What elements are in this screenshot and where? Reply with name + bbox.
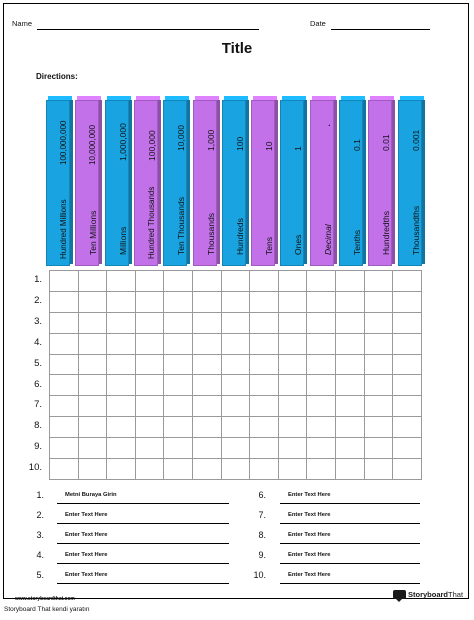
place-value-column xyxy=(280,96,304,266)
column-side xyxy=(187,100,190,264)
column-side xyxy=(217,100,220,264)
answer-field[interactable]: Enter Text Here xyxy=(57,571,229,584)
grid-cell[interactable] xyxy=(335,312,364,333)
grid-cell[interactable] xyxy=(135,375,164,396)
column-face xyxy=(251,100,275,266)
grid-cell[interactable] xyxy=(107,354,136,375)
grid-cell[interactable] xyxy=(164,271,193,292)
answer-number: 3. xyxy=(36,530,44,540)
answer-number: 5. xyxy=(36,570,44,580)
grid-cell[interactable] xyxy=(221,271,250,292)
grid-cell[interactable] xyxy=(364,271,393,292)
page-title[interactable]: Title xyxy=(221,40,253,57)
place-value-column xyxy=(339,96,363,266)
answer-field[interactable]: Enter Text Here xyxy=(280,531,420,544)
column-label: Thousandths xyxy=(410,205,421,255)
storyboardthat-logo xyxy=(393,588,467,600)
column-side xyxy=(363,100,366,264)
grid-cell[interactable] xyxy=(164,396,193,417)
column-face xyxy=(105,100,129,266)
answer-field[interactable]: Enter Text Here xyxy=(280,491,420,504)
date-label: Date xyxy=(310,19,326,28)
grid-cell[interactable] xyxy=(192,417,221,438)
grid-cell[interactable] xyxy=(393,375,422,396)
grid-cell[interactable] xyxy=(50,459,79,480)
grid-row xyxy=(50,396,422,417)
grid-cell[interactable] xyxy=(192,375,221,396)
grid-cell[interactable] xyxy=(278,438,307,459)
grid-row-number: 1. xyxy=(34,274,42,285)
grid-cell[interactable] xyxy=(164,312,193,333)
grid-cell[interactable] xyxy=(393,438,422,459)
column-value: 1,000,000 xyxy=(117,123,128,161)
column-side xyxy=(304,100,307,264)
grid-cell[interactable] xyxy=(278,333,307,354)
answer-number: 8. xyxy=(258,530,266,540)
grid-cell[interactable] xyxy=(135,312,164,333)
grid-cell[interactable] xyxy=(250,291,279,312)
column-face xyxy=(193,100,217,266)
grid-cell[interactable] xyxy=(192,438,221,459)
grid-cell[interactable] xyxy=(50,438,79,459)
column-side xyxy=(334,100,337,264)
grid-cell[interactable] xyxy=(107,291,136,312)
place-value-column xyxy=(46,96,70,266)
grid-cell[interactable] xyxy=(335,417,364,438)
column-label: Ten Thousands xyxy=(176,197,187,255)
grid-cell[interactable] xyxy=(335,354,364,375)
grid-cell[interactable] xyxy=(78,459,107,480)
grid-cell[interactable] xyxy=(107,459,136,480)
grid-cell[interactable] xyxy=(78,333,107,354)
grid-row-number: 6. xyxy=(34,378,42,390)
column-label: Decimal xyxy=(322,224,333,255)
grid-row-number: 8. xyxy=(34,420,42,432)
directions-label: Directions: xyxy=(36,72,78,81)
grid-cell[interactable] xyxy=(364,459,393,480)
grid-cell[interactable] xyxy=(250,312,279,333)
column-label: Millions xyxy=(117,226,128,255)
column-label: Hundredths xyxy=(381,211,392,255)
column-face xyxy=(280,100,304,266)
grid-row-number: 9. xyxy=(34,441,42,453)
grid-cell[interactable] xyxy=(135,459,164,480)
grid-cell[interactable] xyxy=(78,271,107,292)
grid-row xyxy=(50,271,422,292)
column-label: Hundred Millions xyxy=(59,199,68,259)
grid-cell[interactable] xyxy=(135,438,164,459)
grid-cell[interactable] xyxy=(307,333,336,354)
grid-row-number: 3. xyxy=(34,315,42,327)
grid-cell[interactable] xyxy=(107,271,136,292)
grid-cell[interactable] xyxy=(393,312,422,333)
grid-cell[interactable] xyxy=(393,333,422,354)
grid-cell[interactable] xyxy=(50,417,79,438)
grid-cell[interactable] xyxy=(307,417,336,438)
grid-cell[interactable] xyxy=(221,417,250,438)
grid-cell[interactable] xyxy=(192,396,221,417)
place-value-column xyxy=(368,96,392,266)
column-side xyxy=(129,100,132,264)
grid-cell[interactable] xyxy=(335,271,364,292)
column-label: Hundreds xyxy=(234,218,245,255)
grid-cell[interactable] xyxy=(307,396,336,417)
grid-cell[interactable] xyxy=(192,312,221,333)
grid-cell[interactable] xyxy=(393,354,422,375)
grid-row-number: 7. xyxy=(34,399,42,411)
footer-text[interactable]: Storyboard That kendi yaratın xyxy=(4,606,90,613)
grid-cell[interactable] xyxy=(250,459,279,480)
grid-cell[interactable] xyxy=(192,354,221,375)
grid-cell[interactable] xyxy=(164,459,193,480)
grid-cell[interactable] xyxy=(50,312,79,333)
grid-cell[interactable] xyxy=(50,354,79,375)
grid-cell[interactable] xyxy=(278,291,307,312)
place-value-column xyxy=(193,96,217,266)
column-side xyxy=(246,100,249,264)
grid-cell[interactable] xyxy=(278,396,307,417)
grid-cell[interactable] xyxy=(278,312,307,333)
answer-number: 2. xyxy=(36,510,44,520)
column-value: 1 xyxy=(293,146,304,151)
column-value: 100,000 xyxy=(146,130,157,161)
column-side xyxy=(99,100,102,264)
grid-cell[interactable] xyxy=(221,354,250,375)
place-value-grid xyxy=(49,270,422,480)
answer-field[interactable]: Enter Text Here xyxy=(57,511,229,524)
answer-number: 9. xyxy=(258,550,266,560)
place-value-column xyxy=(251,96,275,266)
grid-cell[interactable] xyxy=(107,375,136,396)
grid-cell[interactable] xyxy=(164,291,193,312)
grid-cell[interactable] xyxy=(307,438,336,459)
grid-cell[interactable] xyxy=(250,271,279,292)
grid-row xyxy=(50,333,422,354)
column-side xyxy=(70,100,73,264)
answer-field[interactable]: Enter Text Here xyxy=(280,571,420,584)
column-label: Tens xyxy=(264,237,275,255)
worksheet xyxy=(3,3,469,602)
grid-cell[interactable] xyxy=(221,396,250,417)
grid-cell[interactable] xyxy=(164,375,193,396)
grid-cell[interactable] xyxy=(164,438,193,459)
grid-cell[interactable] xyxy=(364,375,393,396)
column-value: 10,000,000 xyxy=(88,124,98,165)
grid-cell[interactable] xyxy=(221,375,250,396)
grid-cell[interactable] xyxy=(135,354,164,375)
column-face xyxy=(222,100,246,266)
grid-cell[interactable] xyxy=(364,354,393,375)
grid-cell[interactable] xyxy=(307,291,336,312)
column-side xyxy=(392,100,395,264)
grid-cell[interactable] xyxy=(192,459,221,480)
grid-row xyxy=(50,354,422,375)
grid-cell[interactable] xyxy=(107,438,136,459)
column-label: Tenths xyxy=(352,229,362,255)
answer-field[interactable]: Metni Buraya Girin xyxy=(57,491,229,504)
grid-cell[interactable] xyxy=(307,459,336,480)
grid-cell[interactable] xyxy=(278,375,307,396)
column-face xyxy=(339,100,363,266)
grid-cell[interactable] xyxy=(307,375,336,396)
column-face xyxy=(134,100,158,266)
grid-cell[interactable] xyxy=(335,333,364,354)
grid-cell[interactable] xyxy=(393,459,422,480)
grid-cell[interactable] xyxy=(192,271,221,292)
grid-cell[interactable] xyxy=(135,271,164,292)
column-value: 10 xyxy=(264,141,275,151)
column-face xyxy=(368,100,392,266)
grid-cell[interactable] xyxy=(164,417,193,438)
grid-cell[interactable] xyxy=(164,354,193,375)
grid-cell[interactable] xyxy=(278,354,307,375)
grid-cell[interactable] xyxy=(78,375,107,396)
grid-row xyxy=(50,417,422,438)
column-value: . xyxy=(318,123,333,127)
grid-cell[interactable] xyxy=(107,312,136,333)
answer-field[interactable]: Enter Text Here xyxy=(57,531,229,544)
place-value-column xyxy=(134,96,158,266)
grid-row xyxy=(50,291,422,312)
grid-row-number: 2. xyxy=(34,294,42,306)
place-value-column xyxy=(398,96,422,266)
grid-cell[interactable] xyxy=(78,291,107,312)
grid-cell[interactable] xyxy=(307,354,336,375)
grid-cell[interactable] xyxy=(393,417,422,438)
brand-name: Storyboard xyxy=(408,589,449,599)
grid-cell[interactable] xyxy=(221,333,250,354)
grid-row xyxy=(50,459,422,480)
column-face xyxy=(310,100,334,266)
answer-field[interactable]: Enter Text Here xyxy=(57,551,229,564)
speech-bubble-icon xyxy=(393,590,406,599)
grid-row xyxy=(50,438,422,459)
grid-cell[interactable] xyxy=(364,438,393,459)
grid-cell[interactable] xyxy=(135,291,164,312)
column-label: Ones xyxy=(293,234,304,255)
grid-cell[interactable] xyxy=(192,291,221,312)
answer-number: 10. xyxy=(253,570,266,580)
answer-number: 1. xyxy=(36,490,44,500)
grid-cell[interactable] xyxy=(335,459,364,480)
grid-cell[interactable] xyxy=(278,417,307,438)
brand-name-light: That xyxy=(448,589,464,599)
answer-number: 7. xyxy=(258,510,266,520)
grid-cell[interactable] xyxy=(50,291,79,312)
grid-cell[interactable] xyxy=(250,396,279,417)
grid-cell[interactable] xyxy=(278,271,307,292)
grid-cell[interactable] xyxy=(250,375,279,396)
grid-cell[interactable] xyxy=(50,333,79,354)
grid-cell[interactable] xyxy=(221,438,250,459)
grid-cell[interactable] xyxy=(78,396,107,417)
column-value: 1,000 xyxy=(205,129,216,151)
answer-field[interactable]: Enter Text Here xyxy=(280,551,420,564)
grid-cell[interactable] xyxy=(393,291,422,312)
column-value: 100,000,000 xyxy=(59,120,68,165)
place-value-column xyxy=(310,96,334,266)
column-value: 10,000 xyxy=(176,125,187,151)
grid-cell[interactable] xyxy=(364,291,393,312)
grid-cell[interactable] xyxy=(164,333,193,354)
grid-cell[interactable] xyxy=(335,375,364,396)
grid-cell[interactable] xyxy=(221,459,250,480)
column-face xyxy=(163,100,187,266)
grid-cell[interactable] xyxy=(335,291,364,312)
place-value-column xyxy=(222,96,246,266)
answer-field[interactable]: Enter Text Here xyxy=(280,511,420,524)
column-label: Thousands xyxy=(205,212,216,255)
column-value: 0.001 xyxy=(410,129,421,151)
grid-row xyxy=(50,375,422,396)
grid-cell[interactable] xyxy=(135,333,164,354)
grid-cell[interactable] xyxy=(250,333,279,354)
grid-cell[interactable] xyxy=(364,396,393,417)
name-label: Name xyxy=(12,19,33,28)
grid-cell[interactable] xyxy=(135,417,164,438)
grid-row-number: 4. xyxy=(34,336,42,348)
grid-cell[interactable] xyxy=(250,354,279,375)
site-url: www.storyboardthat.com xyxy=(15,596,75,602)
grid-cell[interactable] xyxy=(364,312,393,333)
grid-cell[interactable] xyxy=(78,354,107,375)
place-value-column xyxy=(75,96,99,266)
grid-cell[interactable] xyxy=(107,417,136,438)
grid-cell[interactable] xyxy=(50,375,79,396)
grid-cell[interactable] xyxy=(107,396,136,417)
grid-cell[interactable] xyxy=(307,312,336,333)
column-label: Ten Millions xyxy=(88,210,99,255)
grid-cell[interactable] xyxy=(335,396,364,417)
grid-cell[interactable] xyxy=(393,271,422,292)
grid-row-number: 5. xyxy=(34,357,42,369)
name-field[interactable] xyxy=(37,29,259,30)
grid-cell[interactable] xyxy=(50,271,79,292)
grid-cell[interactable] xyxy=(250,417,279,438)
grid-cell[interactable] xyxy=(78,417,107,438)
grid-cell[interactable] xyxy=(335,438,364,459)
column-value: 0.1 xyxy=(352,139,362,151)
column-side xyxy=(275,100,278,264)
column-value: 100 xyxy=(234,136,245,151)
answer-number: 4. xyxy=(36,550,44,560)
grid-row-number: 10. xyxy=(28,462,42,474)
grid-cell[interactable] xyxy=(250,438,279,459)
grid-row xyxy=(50,312,422,333)
answer-number: 6. xyxy=(258,490,266,500)
grid-cell[interactable] xyxy=(107,333,136,354)
grid-cell[interactable] xyxy=(393,396,422,417)
column-label: Hundred Thousands xyxy=(146,186,156,259)
grid-cell[interactable] xyxy=(221,291,250,312)
grid-cell[interactable] xyxy=(364,417,393,438)
column-face xyxy=(398,100,422,266)
column-side xyxy=(158,100,161,264)
column-face xyxy=(46,100,70,266)
grid-cell[interactable] xyxy=(78,312,107,333)
grid-cell[interactable] xyxy=(78,438,107,459)
grid-cell[interactable] xyxy=(50,396,79,417)
grid-cell[interactable] xyxy=(221,312,250,333)
place-value-column xyxy=(163,96,187,266)
grid-cell[interactable] xyxy=(278,459,307,480)
column-face xyxy=(75,100,99,266)
column-value: 0.01 xyxy=(381,134,392,151)
grid-cell[interactable] xyxy=(192,333,221,354)
place-value-column xyxy=(105,96,129,266)
grid-cell[interactable] xyxy=(364,333,393,354)
grid-cell[interactable] xyxy=(307,271,336,292)
grid-cell[interactable] xyxy=(135,396,164,417)
date-field[interactable] xyxy=(331,29,430,30)
column-side xyxy=(422,100,425,264)
